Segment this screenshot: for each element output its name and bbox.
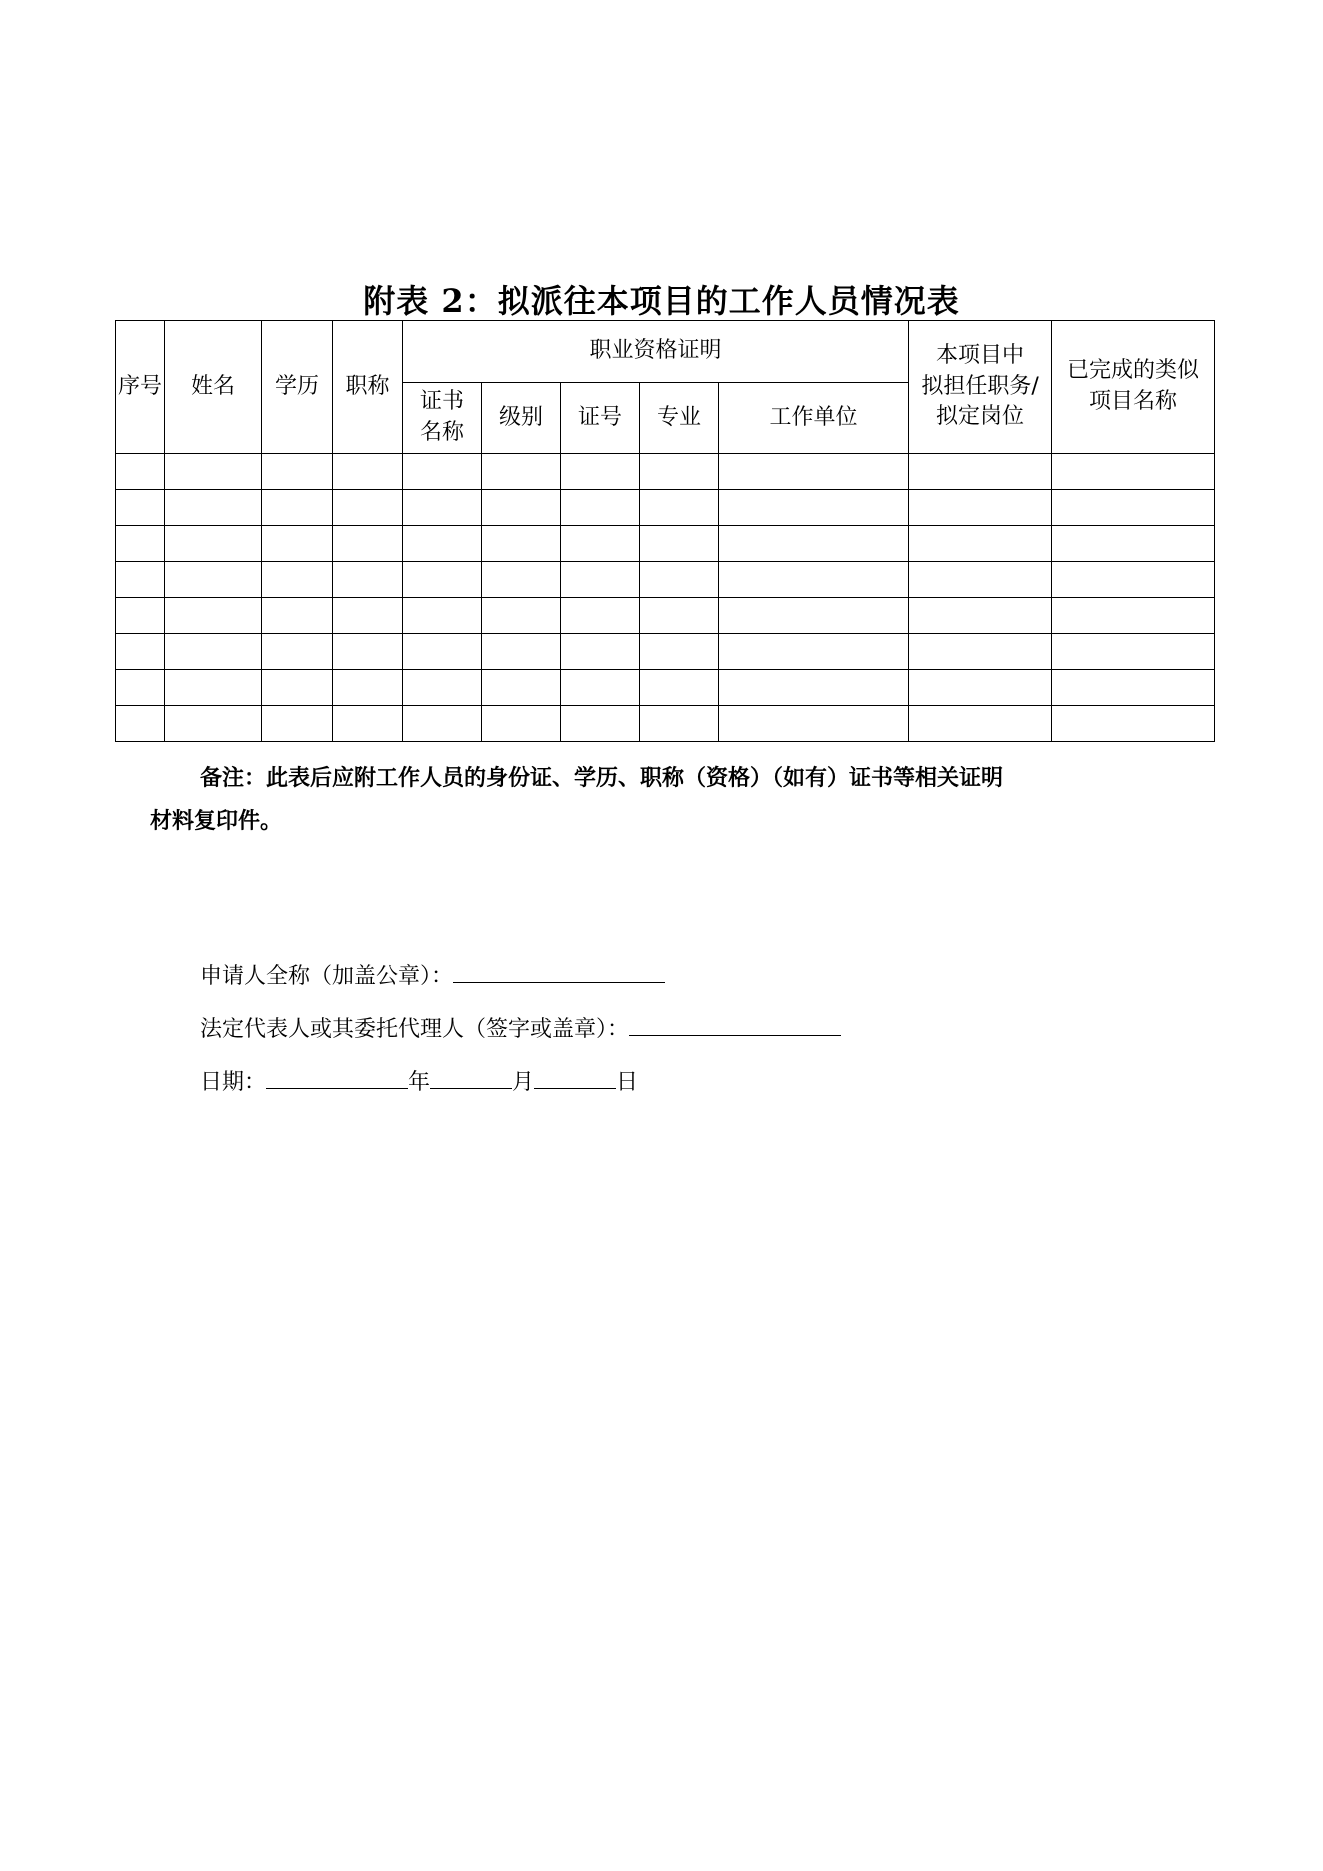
- table-cell[interactable]: [116, 526, 165, 562]
- table-cell[interactable]: [1052, 526, 1215, 562]
- header-position-line1: 本项目中: [936, 342, 1025, 368]
- table-cell[interactable]: [719, 454, 909, 490]
- table-cell[interactable]: [1052, 634, 1215, 670]
- representative-line: [200, 1011, 841, 1043]
- table-cell[interactable]: [403, 490, 482, 526]
- table-cell[interactable]: [165, 562, 262, 598]
- header-cert-name-line1: 证书: [419, 389, 464, 415]
- table-cell[interactable]: [909, 706, 1052, 742]
- table-cell[interactable]: [165, 706, 262, 742]
- table-cell[interactable]: [333, 598, 403, 634]
- table-cell[interactable]: [909, 562, 1052, 598]
- table-cell[interactable]: [719, 598, 909, 634]
- table-cell[interactable]: [333, 670, 403, 706]
- table-cell[interactable]: [165, 526, 262, 562]
- header-completed-line1: 已完成的类似: [1067, 358, 1200, 384]
- table-cell[interactable]: [165, 598, 262, 634]
- header-position-line2: 拟担任职务/: [921, 373, 1039, 399]
- table-row: [116, 706, 1215, 742]
- header-position-line3: 拟定岗位: [936, 404, 1025, 430]
- day-blank[interactable]: [534, 1064, 616, 1089]
- table-cell[interactable]: [640, 706, 719, 742]
- table-cell[interactable]: [403, 634, 482, 670]
- table-cell[interactable]: [116, 670, 165, 706]
- table-cell[interactable]: [482, 526, 561, 562]
- applicant-label: 申请人全称（加盖公章）：: [200, 964, 454, 989]
- header-name: 姓名: [165, 321, 262, 454]
- table-cell[interactable]: [116, 562, 165, 598]
- table-cell[interactable]: [403, 526, 482, 562]
- table-cell[interactable]: [262, 490, 333, 526]
- table-cell[interactable]: [719, 706, 909, 742]
- table-cell[interactable]: [719, 670, 909, 706]
- table-cell[interactable]: [561, 634, 640, 670]
- table-cell[interactable]: [640, 670, 719, 706]
- table-cell[interactable]: [561, 706, 640, 742]
- table-cell[interactable]: [333, 526, 403, 562]
- header-cert-name: [403, 383, 482, 454]
- table-cell[interactable]: [482, 490, 561, 526]
- table-row: [116, 454, 1215, 490]
- header-seq: 序号: [116, 321, 165, 454]
- table-cell[interactable]: [262, 526, 333, 562]
- table-cell[interactable]: [909, 598, 1052, 634]
- table-cell[interactable]: [1052, 562, 1215, 598]
- table-cell[interactable]: [719, 526, 909, 562]
- header-major: 专业: [640, 383, 719, 454]
- table-row: [116, 526, 1215, 562]
- table-cell[interactable]: [262, 706, 333, 742]
- header-completed-projects: [1052, 321, 1215, 454]
- table-row: [116, 634, 1215, 670]
- table-cell[interactable]: [333, 490, 403, 526]
- representative-blank[interactable]: [629, 1011, 841, 1036]
- table-cell[interactable]: [640, 490, 719, 526]
- table-cell[interactable]: [403, 706, 482, 742]
- table-row: [116, 490, 1215, 526]
- table-cell[interactable]: [1052, 670, 1215, 706]
- table-cell[interactable]: [333, 634, 403, 670]
- table-cell[interactable]: [482, 562, 561, 598]
- table-cell[interactable]: [116, 634, 165, 670]
- table-cell[interactable]: [403, 670, 482, 706]
- table-cell[interactable]: [403, 562, 482, 598]
- table-cell[interactable]: [719, 490, 909, 526]
- applicant-blank[interactable]: [453, 958, 665, 983]
- table-cell[interactable]: [909, 526, 1052, 562]
- personnel-table: [115, 320, 1215, 742]
- table-cell[interactable]: [333, 706, 403, 742]
- table-cell[interactable]: [1052, 490, 1215, 526]
- note-line2: 材料复印件。: [150, 809, 283, 834]
- table-cell[interactable]: [482, 706, 561, 742]
- table-cell[interactable]: [333, 454, 403, 490]
- table-cell[interactable]: [719, 562, 909, 598]
- table-cell[interactable]: [262, 598, 333, 634]
- note-line1: 备注：此表后应附工作人员的身份证、学历、职称（资格）（如有）证书等相关证明: [200, 766, 1004, 791]
- table-cell[interactable]: [1052, 454, 1215, 490]
- table-cell[interactable]: [262, 454, 333, 490]
- table-cell[interactable]: [333, 562, 403, 598]
- table-cell[interactable]: [909, 634, 1052, 670]
- table-cell[interactable]: [909, 490, 1052, 526]
- table-cell[interactable]: [262, 634, 333, 670]
- table-cell[interactable]: [116, 454, 165, 490]
- table-body: [116, 454, 1215, 742]
- table-cell[interactable]: [909, 670, 1052, 706]
- header-qualification-group: 职业资格证明: [403, 321, 909, 383]
- table-cell[interactable]: [165, 670, 262, 706]
- header-cert-name-line2: 名称: [419, 420, 464, 445]
- form-title: 附表 2：拟派往本项目的工作人员情况表: [363, 282, 960, 320]
- table-cell[interactable]: [640, 526, 719, 562]
- table-cell[interactable]: [640, 598, 719, 634]
- table-cell[interactable]: [640, 562, 719, 598]
- table-cell[interactable]: [482, 454, 561, 490]
- note: [150, 757, 1160, 843]
- table-cell[interactable]: [116, 490, 165, 526]
- year-blank[interactable]: [266, 1064, 408, 1089]
- table-cell[interactable]: [262, 562, 333, 598]
- header-job-title: 职称: [333, 321, 403, 454]
- table-cell[interactable]: [640, 454, 719, 490]
- table-cell[interactable]: [116, 598, 165, 634]
- table-cell[interactable]: [561, 454, 640, 490]
- header-completed-line2: 项目名称: [1089, 389, 1178, 414]
- table-cell[interactable]: [561, 598, 640, 634]
- table-cell[interactable]: [1052, 598, 1215, 634]
- table-cell[interactable]: [165, 634, 262, 670]
- table-cell[interactable]: [482, 598, 561, 634]
- header-level: 级别: [482, 383, 561, 454]
- table-cell[interactable]: [165, 454, 262, 490]
- table-row: [116, 598, 1215, 634]
- table-cell[interactable]: [482, 670, 561, 706]
- date-line: [200, 1064, 638, 1096]
- table-cell[interactable]: [561, 490, 640, 526]
- table-row: [116, 670, 1215, 706]
- table-cell[interactable]: [116, 706, 165, 742]
- table-cell[interactable]: [640, 634, 719, 670]
- table-cell[interactable]: [561, 526, 640, 562]
- header-position: [909, 321, 1052, 454]
- table-cell[interactable]: [561, 670, 640, 706]
- table-cell[interactable]: [482, 634, 561, 670]
- header-education: 学历: [262, 321, 333, 454]
- table-cell[interactable]: [561, 562, 640, 598]
- table-cell[interactable]: [719, 634, 909, 670]
- table-row: [116, 562, 1215, 598]
- table-cell[interactable]: [262, 670, 333, 706]
- header-cert-no: 证号: [561, 383, 640, 454]
- table-cell[interactable]: [165, 490, 262, 526]
- applicant-line: [200, 958, 665, 990]
- date-label: 日期：: [200, 1070, 267, 1095]
- representative-label: 法定代表人或其委托代理人（签字或盖章）：: [200, 1017, 630, 1042]
- table-cell[interactable]: [909, 454, 1052, 490]
- header-work-unit: 工作单位: [719, 383, 909, 454]
- table-cell[interactable]: [403, 454, 482, 490]
- month-blank[interactable]: [430, 1064, 512, 1089]
- table-cell[interactable]: [403, 598, 482, 634]
- year-label: 年: [408, 1070, 431, 1095]
- month-label: 月: [512, 1070, 535, 1095]
- day-label: 日: [616, 1070, 639, 1095]
- table-cell[interactable]: [1052, 706, 1215, 742]
